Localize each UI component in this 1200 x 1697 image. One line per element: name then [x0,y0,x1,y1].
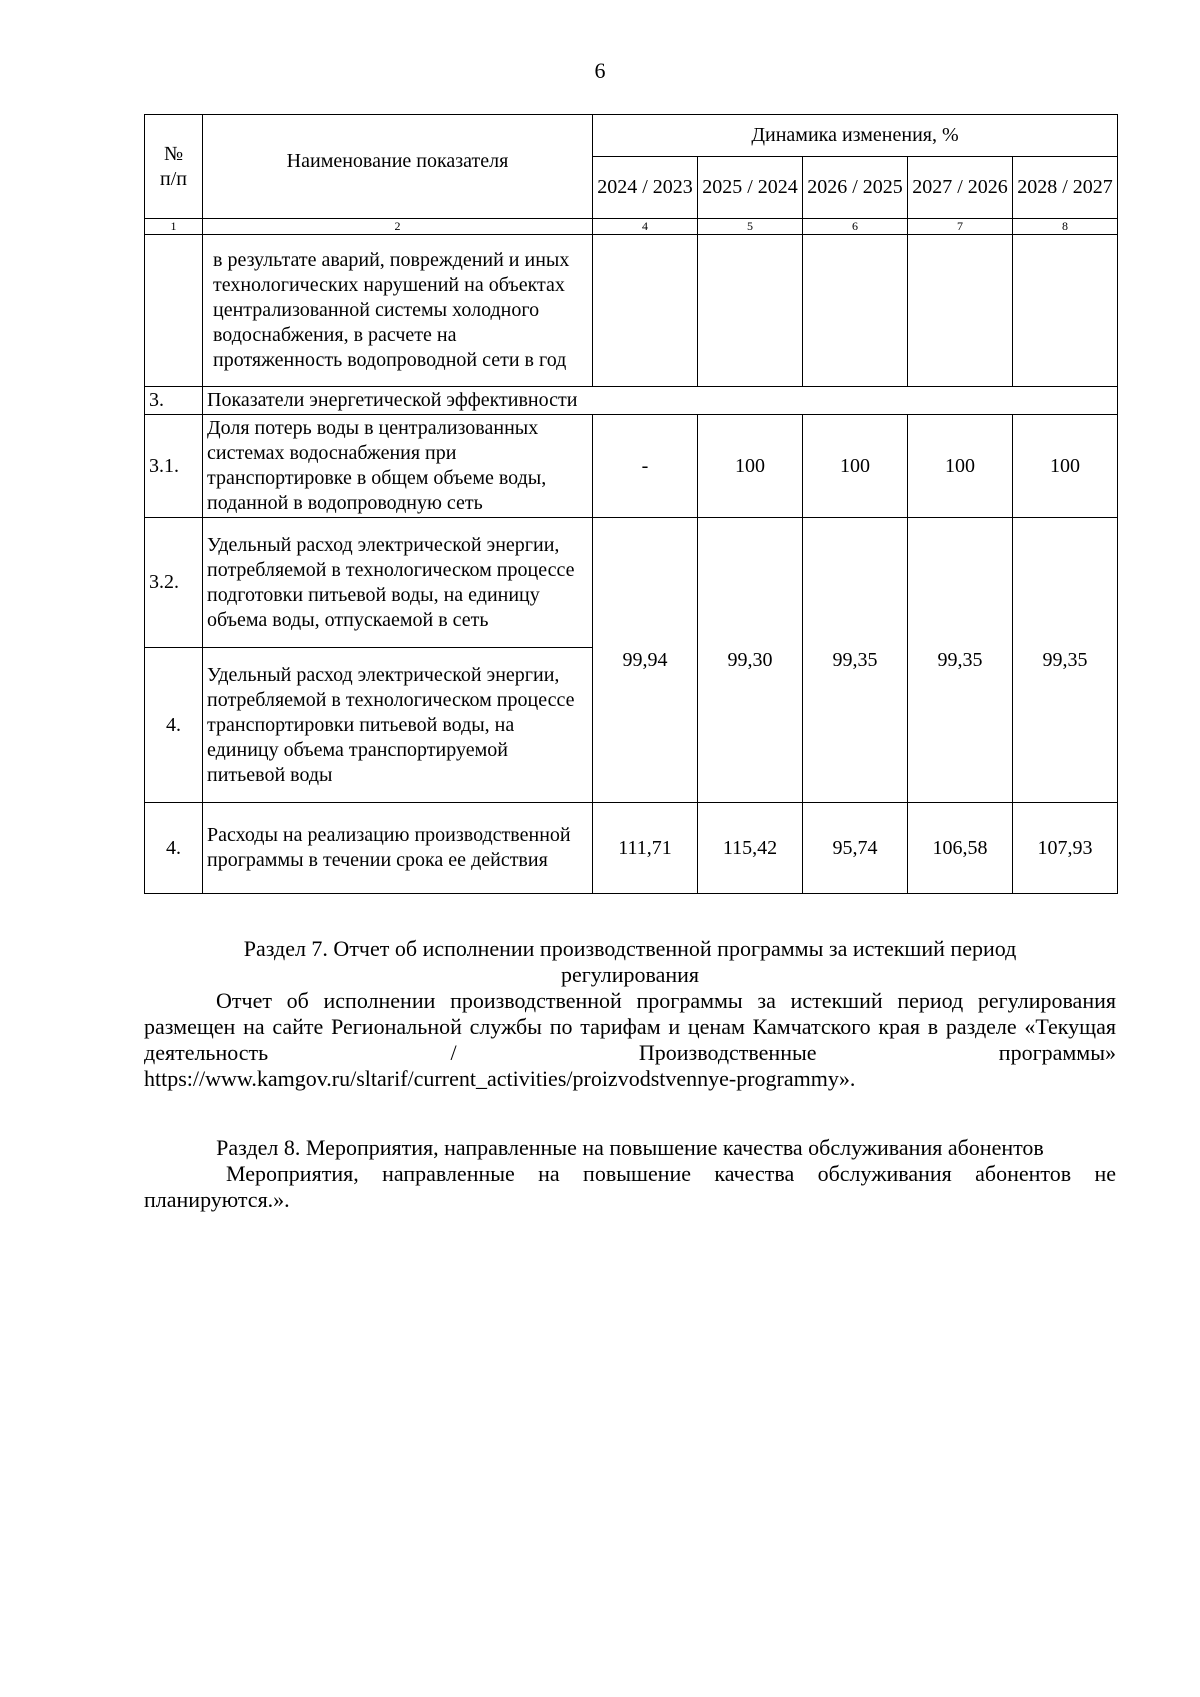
row-value: 95,74 [803,803,908,894]
table-row [145,235,1118,387]
row-name: Расходы на реализацию производственной программы в течении срока ее действия [203,803,593,894]
section-row [145,387,1118,415]
row-value: 100 [698,415,803,518]
row-value: 100 [803,415,908,518]
indicators-table [144,114,1118,894]
header-year: 2027 / 2026 [908,157,1013,219]
table-row [145,803,1118,894]
row-num: 4. [145,803,203,894]
row-value [803,235,908,387]
table-row [145,415,1118,518]
row-name: Показатели энергетической эффективности [203,387,1118,415]
section-7 [144,936,1116,1092]
row-num: 3.2. [145,518,203,648]
index-cell: 5 [698,219,803,235]
index-cell: 1 [145,219,203,235]
section-7-text: Отчет об исполнении производственной программы за истекший период регулирования размещен на сайте Региональной службы по тарифам и ценам Камчатского края в разделе «Текущая деятельность / Производственные программы» https://www.kamgov.ru/sltarif/current_activities/proizvodstvennye-programmy». [144,988,1116,1091]
merged-value: 99,35 [908,518,1013,803]
merged-value: 99,35 [1013,518,1118,803]
table-row [145,518,1118,648]
row-num [145,235,203,387]
row-value [908,235,1013,387]
row-value: 115,42 [698,803,803,894]
merged-value: 99,94 [593,518,698,803]
header-year: 2025 / 2024 [698,157,803,219]
row-name: Удельный расход электрической энергии, потребляемой в технологическом процессе транспортировки питьевой воды, на единицу объема транспортируемой питьевой воды [203,648,593,803]
section-7-title: Раздел 7. Отчет об исполнении производственной программы за истекший период регулирования [243,936,1017,987]
section-8-title: Раздел 8. Мероприятия, направленные на повышение качества обслуживания абонентов [216,1135,1044,1160]
section-8 [144,1135,1116,1213]
merged-value: 99,35 [803,518,908,803]
index-cell: 4 [593,219,698,235]
row-num: 4. [145,648,203,803]
index-cell: 8 [1013,219,1118,235]
header-year: 2028 / 2027 [1013,157,1118,219]
row-value: 100 [908,415,1013,518]
header-name: Наименование показателя [203,115,593,219]
row-name: Удельный расход электрической энергии, потребляемой в технологическом процессе подготовки питьевой воды, на единицу объема воды, отпускаемой в сеть [203,518,593,648]
row-value: 106,58 [908,803,1013,894]
row-value: 111,71 [593,803,698,894]
header-year: 2024 / 2023 [593,157,698,219]
row-value [593,235,698,387]
row-value: - [593,415,698,518]
header-dynamics: Динамика изменения, % [593,115,1118,157]
page-number: 6 [594,58,606,83]
row-name: в результате аварий, повреждений и иных технологических нарушений на объектах централизованной системы холодного водоснабжения, в расчете на протяженность водопроводной сети в год [203,235,593,387]
index-cell: 2 [203,219,593,235]
header-num: № п/п [145,115,203,219]
header-year: 2026 / 2025 [803,157,908,219]
row-name: Доля потерь воды в централизованных системах водоснабжения при транспортировке в общем объеме воды, поданной в водопроводную сеть [203,415,593,518]
header-row-1 [145,115,1118,157]
row-value: 100 [1013,415,1118,518]
index-cell: 7 [908,219,1013,235]
index-row [145,219,1118,235]
row-value: 107,93 [1013,803,1118,894]
row-value [698,235,803,387]
row-value [1013,235,1118,387]
merged-value: 99,30 [698,518,803,803]
section-8-text: Мероприятия, направленные на повышение качества обслуживания абонентов не планируются.». [144,1161,1116,1212]
row-num: 3. [145,387,203,415]
index-cell: 6 [803,219,908,235]
row-num: 3.1. [145,415,203,518]
